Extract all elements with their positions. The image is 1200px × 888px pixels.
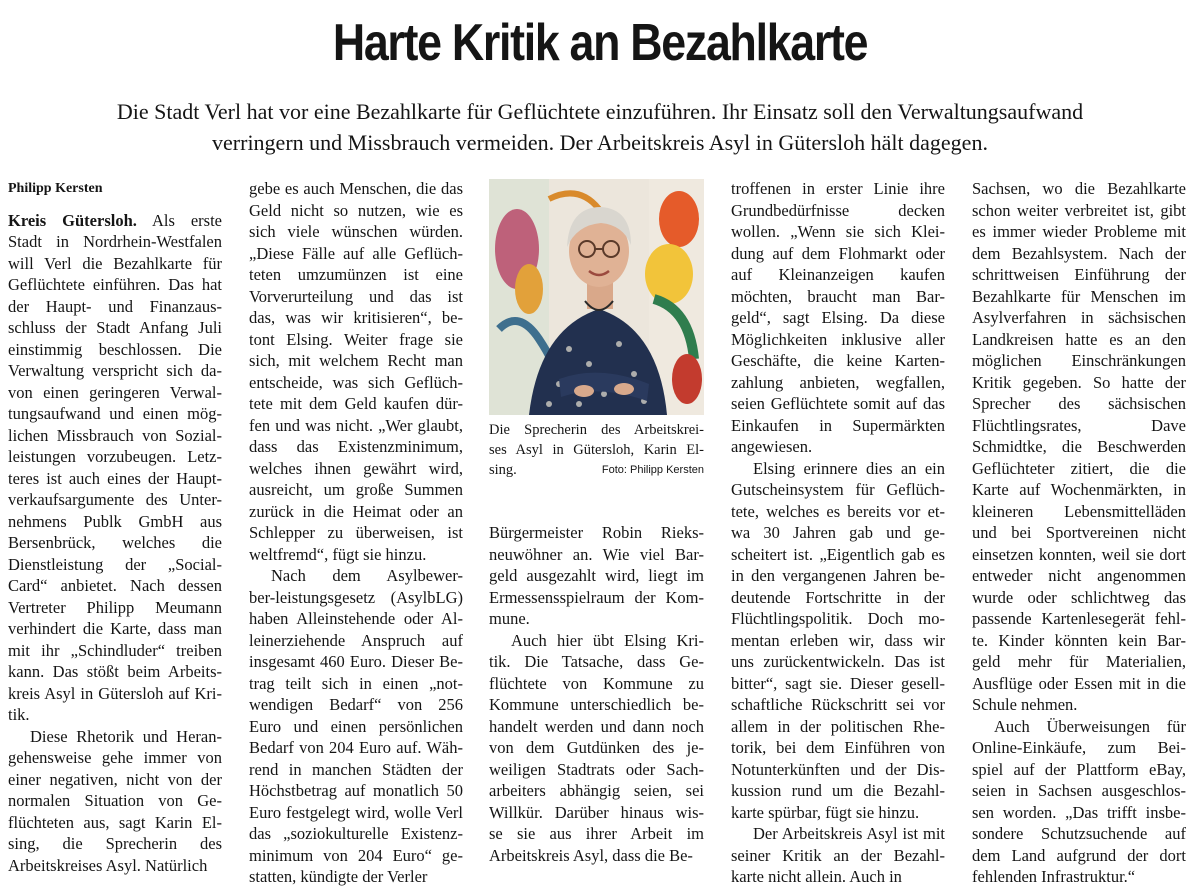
subheadline-line: verringern und Missbrauch vermeiden. Der Arbeitskreis Asyl in Gütersloh hält dagegen. <box>212 130 988 155</box>
article-line: seien in Sachsen ausgeschlos- <box>972 781 1186 800</box>
article-line: Auch Überweisungen für <box>994 716 1186 736</box>
article-line: sen worden. „Das trifft insbe- <box>972 802 1186 822</box>
article-line: Geschäfte, die keine Karten- <box>731 351 945 370</box>
article-line: kussion rund um die Bezahl- <box>731 781 945 800</box>
article-line: neuwöhner an. Wie viel Bar- <box>489 544 704 564</box>
article-line: mune. <box>489 609 530 628</box>
article-line: verhindert die Karte, dass man <box>8 619 222 638</box>
article-line: tik. <box>8 705 30 724</box>
subheadline <box>40 96 1160 158</box>
article-line: sich viele wünschen würden. <box>249 222 463 241</box>
article-line: Landkreisen hatte es an den <box>972 329 1186 349</box>
article-column-4 <box>731 178 945 886</box>
article-line: einer negativen, nicht von der <box>8 769 222 789</box>
article-line: flüchtete von Kommune zu <box>489 673 704 693</box>
article-line: passende Kartenlesegerät fehl- <box>972 609 1186 628</box>
article-line: Stadt in Nordrhein-Westfalen <box>8 232 222 251</box>
article-line: Höchstbetrag auf monatlich 50 <box>249 781 463 800</box>
article-column-5 <box>972 178 1186 886</box>
article-line: insgesamt 460 Euro. Dieser Be- <box>249 652 463 671</box>
article-line: sing, die Sprecherin des <box>8 834 222 853</box>
article-line: wa 30 Jahren gab und ge- <box>731 523 945 542</box>
article-line: Ermessensspielraum der Kom- <box>489 587 704 607</box>
article-line: Schlepper zu überweisen, ist <box>249 523 463 542</box>
article-line: Gutscheinsystem für Geflüch- <box>731 480 945 499</box>
article-line: dung auf dem Flohmarkt oder <box>731 243 945 263</box>
article-line: Elsing erinnere dies an ein <box>753 458 945 478</box>
article-line: flüchteten aus, sagt Karin El- <box>8 812 222 832</box>
article-line: tete, welches es bereits vor et- <box>731 501 945 521</box>
article-line: tungsaufwand und einen mög- <box>8 404 222 423</box>
article-line: teten umzumünzen ist eine <box>249 265 463 284</box>
article-line: es immer wieder Probleme mit <box>972 222 1186 241</box>
article-line: in den vergangenen Jahren be- <box>731 566 945 585</box>
article-line: uns zurückentwickeln. Das ist <box>731 652 945 671</box>
article-line: schaftliche Rückschritt sei vor <box>731 695 945 714</box>
article-line: Kommune unterschiedlich be- <box>489 695 704 714</box>
article-line: und bei Sportvereinen nicht <box>972 523 1186 542</box>
article-line: rend in manchen Städten der <box>249 759 463 779</box>
article-line: Vorverurteilung und das ist <box>249 286 463 306</box>
article-line: se sie aus ihrer Arbeit im <box>489 824 704 843</box>
article-line: gebe es auch Menschen, die das <box>249 179 463 198</box>
article-line: ber-leistungsgesetz (AsylbLG) <box>249 587 463 607</box>
article-line: karte spürbar, fügt sie hinzu. <box>731 802 920 822</box>
article-line: der Haupt- und Finanzaus- <box>8 296 222 316</box>
article-line: auf Kleinanzeigen kaufen <box>731 265 945 284</box>
article-line: Euro festgelegt wird, wolle Verl <box>249 802 463 822</box>
article-line: kleineren Lebensmittelläden <box>972 501 1186 521</box>
article-line: leinerziehende Anspruch auf <box>249 630 463 650</box>
article-line: Schule nehmen. <box>972 695 1078 714</box>
article-line: Karte auf Wochenmärkten, in <box>972 480 1186 499</box>
article-line: verkaufsargumente des Unter- <box>8 490 222 509</box>
article-line: Vertreter Philipp Meumann <box>8 597 222 617</box>
article-line: lichen Missbrauch von Sozial- <box>8 425 222 445</box>
article-line: te. Kinder könnten kein Bar- <box>972 630 1186 650</box>
article-line: Willkür. Darüber hinaus wis- <box>489 802 704 822</box>
article-line: minimum von 204 Euro“ ge- <box>249 845 463 865</box>
article-line: Geflüchteter zitiert, die die <box>972 458 1186 478</box>
article-line: Möglichkeiten inklusive aller <box>731 329 945 349</box>
article-line: leistungen vorzubeugen. Letz- <box>8 447 222 466</box>
photo-credit: Foto: Philipp Kersten <box>601 464 704 476</box>
article-line: kreis Asyl in Gütersloh auf Kri- <box>8 683 222 703</box>
article-line: nehmens Publk GmbH aus <box>8 511 222 531</box>
article-line: ausreicht, um große Summen <box>249 480 463 499</box>
article-line: mentan erleben wir, dass wir <box>731 630 945 650</box>
article-line: einstimmig beschlossen. Die <box>8 339 222 359</box>
article-line: Flüchtlingsrates, Dave <box>972 415 1186 435</box>
article-line: Arbeitskreises Asyl. Natürlich <box>8 855 208 875</box>
article-line: Geflüchtete einführen. Das hat <box>8 275 222 294</box>
article-line: fehlenden Infrastruktur.“ <box>972 867 1136 886</box>
article-line: gehensweise gehe immer von <box>8 748 222 767</box>
article-line: torik, bei dem Einführen von <box>731 738 945 757</box>
article-line: Grundbedürfnisse decken <box>731 200 945 220</box>
article-line: Schmidtke, die Beschwerden <box>972 437 1186 456</box>
article-line: Notunterkünften und der Dis- <box>731 759 945 779</box>
article-line: Card“ anbietet. Nach dessen <box>8 576 222 595</box>
article-line: wollen. „Wenn sie sich Klei- <box>731 222 945 241</box>
article-line: Bersenbrück, welches die <box>8 533 222 552</box>
article-line: Auch hier übt Elsing Kri- <box>511 630 704 650</box>
article-line: Arbeitskreis Asyl, dass die Be- <box>489 845 693 865</box>
article-line: sondere Schutzsuchende auf <box>972 824 1186 843</box>
article-line: weiligen Stadtrats oder Sach- <box>489 759 704 779</box>
column-text <box>8 231 222 876</box>
article-line: normalen Situation von Ge- <box>8 791 222 810</box>
article-line: das „soziokulturelle Existenz- <box>249 824 463 843</box>
article-line: Kritik gegeben. So hatte der <box>972 372 1186 392</box>
portrait-image <box>489 179 704 415</box>
article-line: spiel auf der Plattform eBay, <box>972 759 1186 779</box>
article-line: möchten, braucht man Bar- <box>731 286 945 306</box>
article-line: troffenen in erster Linie ihre <box>731 179 945 198</box>
article-line: teres ist auch eines der Haupt- <box>8 468 222 488</box>
article-line: entweder nicht angenommen <box>972 566 1186 585</box>
column-text <box>731 178 945 888</box>
article-line: Nach dem Asylbewer- <box>271 566 463 585</box>
article-line: fen und was nicht. „Wer glaubt, <box>249 415 463 435</box>
article-line: dem Land aufgrund der dort <box>972 845 1186 865</box>
article-line: Kreis Gütersloh. Als erste <box>8 210 222 230</box>
article-line: Sachsen, wo die Bezahlkarte <box>972 179 1186 198</box>
article-line: schluss der Stadt Anfang Juli <box>8 318 222 337</box>
article-line: schrittweisen Einführung der <box>972 265 1186 284</box>
article-line: Bürgermeister Robin Rieks- <box>489 523 704 542</box>
article-column-1 <box>8 178 222 875</box>
article-line: Flüchtlingspolitik. Doch mo- <box>731 609 945 628</box>
column-text <box>972 178 1186 888</box>
article-line: will Verl die Bezahlkarte für <box>8 253 222 273</box>
article-line: Sprecher des sächsischen <box>972 394 1186 413</box>
article-line: allem in der politischen Rhe- <box>731 716 945 736</box>
article-line: schon weiter verbreitet ist, gibt <box>972 200 1186 220</box>
article-line: Diese Rhetorik und Heran- <box>30 726 222 746</box>
dateline: Kreis Gütersloh. <box>8 210 137 230</box>
article-line: das, was wir kritisieren“, be- <box>249 308 463 327</box>
article-line: Geld nicht so nutzen, wie es <box>249 200 463 220</box>
caption-line: Die Sprecherin des Arbeitskrei- <box>489 422 704 438</box>
photo-caption <box>489 420 704 480</box>
article-line: seiner Kritik an der Bezahl- <box>731 845 945 865</box>
article-line: handelt werden und dann noch <box>489 716 704 736</box>
article-line: tik. Die Tatsache, dass Ge- <box>489 652 704 671</box>
article-line: möglichen Einschränkungen <box>972 351 1186 370</box>
article-line: geld ausgezahlt wird, liegt im <box>489 566 704 585</box>
article-line: Dienstleistung der „Social- <box>8 554 222 574</box>
article-line: haben Alleinstehende oder Al- <box>249 609 463 628</box>
article-line: Einkaufen in Supermärkten <box>731 415 945 435</box>
article-line: zurück in die Heimat oder an <box>249 501 463 521</box>
article-line: bitter“, sagt sie. Dieser gesell- <box>731 673 945 693</box>
article-line: Euro und einen persönlichen <box>249 716 463 736</box>
article-line: angewiesen. <box>731 437 813 456</box>
article-line: entscheide, was sich Geflüch- <box>249 372 463 392</box>
article-line: kann. Das stößt beim Arbeits- <box>8 662 222 681</box>
article-line: statten, kündigte der Verler <box>249 867 428 886</box>
article-line: tont Elsing. Weiter frage sie <box>249 329 463 349</box>
article-line: dass das Existenzminimum, <box>249 437 463 456</box>
article-line: geld mehr für Materialien, <box>972 652 1186 671</box>
article-line: mit ihr „Schindluder“ treiben <box>8 640 222 660</box>
article-column-3 <box>489 522 704 865</box>
article-line: welches ihnen gewährt wird, <box>249 458 463 478</box>
article-line: karte nicht allein. Auch in <box>731 867 902 886</box>
article-line: Bedarf von 204 Euro auf. Wäh- <box>249 738 463 757</box>
article-line: Asylverfahren in sächsischen <box>972 308 1186 327</box>
article-line: Der Arbeitskreis Asyl ist mit <box>753 824 945 843</box>
article-column-2 <box>249 178 463 886</box>
article-line: arbeiters abhängig seien, sei <box>489 781 704 800</box>
article-line: einsetzen konnten, weil sie dort <box>972 544 1186 564</box>
article-line: zahlung anbieten, wegfallen, <box>731 372 945 392</box>
author-byline: Philipp Kersten <box>8 181 103 196</box>
article-line: trag teilt sich in einen „not- <box>249 673 463 693</box>
article-line: wurde oder schlichtweg das <box>972 587 1186 607</box>
article-line: Ausflüge oder Essen mit in die <box>972 673 1186 693</box>
column-text <box>249 178 463 888</box>
article-line: scheitert ist. „Eigentlich gab es <box>731 544 945 564</box>
article-line: Bezahlkarte für Menschen im <box>972 286 1186 306</box>
article-line: „Diese Fälle auf alle Geflüch- <box>249 243 463 263</box>
headline: Harte Kritik an Bezahlkarte <box>332 14 868 72</box>
article-line: tete mit dem Geld kaufen dür- <box>249 394 463 413</box>
article-line: deutende Fortschritte in der <box>731 587 945 607</box>
article-line: seien Geflüchtete somit auf das <box>731 394 945 413</box>
article-line: von einen geringeren Verwal- <box>8 382 222 402</box>
article-line: Verwaltung verspricht sich da- <box>8 361 222 380</box>
caption-line: ses Asyl in Gütersloh, Karin El- <box>489 442 704 458</box>
article-line: sich, mit welchem Recht man <box>249 351 463 370</box>
caption-line: sing. Foto: Philipp Kersten <box>489 462 704 478</box>
subheadline-line: Die Stadt Verl hat vor eine Bezahlkarte für Geflüchtete einzuführen. Ihr Einsatz soll den Verwaltungsaufwand <box>116 99 1084 124</box>
article-line: dem Bezahlsystem. Nach der <box>972 243 1186 263</box>
article-line: von dem Gutdünken des je- <box>489 738 704 757</box>
column-text <box>489 522 704 866</box>
article-line: geld“, sagt Elsing. Da diese <box>731 308 945 327</box>
speaker-photo <box>489 179 704 415</box>
article-line: Online-Einkäufe, zum Bei- <box>972 738 1186 757</box>
article-line: wendigen Bedarf“ von 256 <box>249 695 463 714</box>
article-line: weltfremd“, fügt sie hinzu. <box>249 544 427 564</box>
